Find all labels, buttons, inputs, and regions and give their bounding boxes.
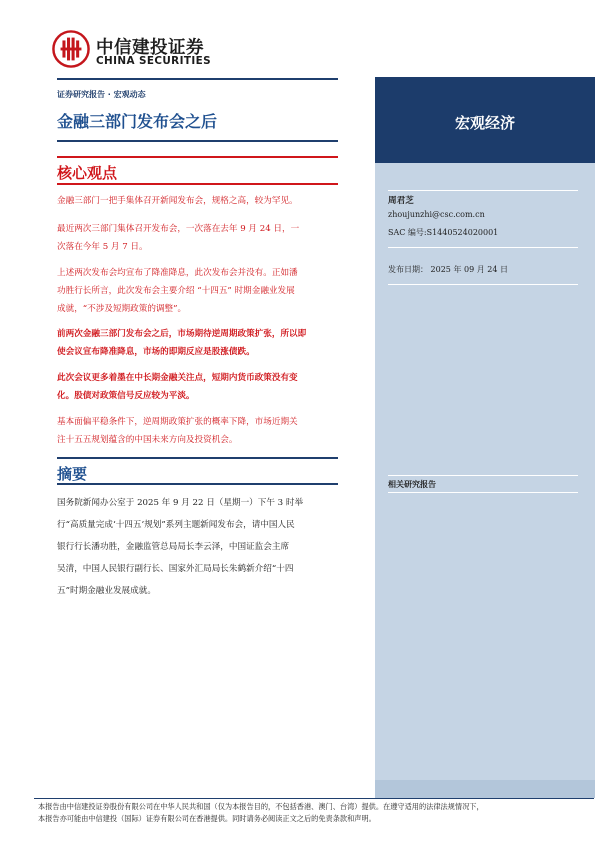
sidebar-panel-footer xyxy=(375,780,595,798)
core-view-heading: 核心观点 xyxy=(57,164,118,182)
core-point-3-line-1: 上述两次发布会均宣布了降准降息，此次发布会并没有。正如潘 xyxy=(57,268,298,278)
core-point-4-line-2: 使会议宣布降准降息，市场的即期反应是股涨债跌。 xyxy=(57,347,255,357)
core-point-3 xyxy=(57,264,338,318)
summary-line-1: 国务院新闻办公室于 2025 年 9 月 22 日（星期一）下午 3 时举 xyxy=(57,498,304,508)
header-divider xyxy=(57,78,338,80)
date-bottom-rule xyxy=(388,284,578,285)
core-point-1-line: 金融三部门一把手集体召开新闻发布会，规格之高，较为罕见。 xyxy=(57,196,298,206)
summary-paragraph xyxy=(57,492,337,602)
china-securities-logo-icon xyxy=(52,30,90,68)
footer-divider xyxy=(34,798,594,799)
related-top-rule xyxy=(388,475,578,476)
sector-label: 宏观经济 xyxy=(454,114,515,132)
core-point-6-line-1: 基本面偏平稳条件下，逆周期政策扩张的概率下降，市场近期关 xyxy=(57,417,298,427)
analyst-name: 周君芝 xyxy=(388,196,414,206)
core-heading-top-rule xyxy=(57,156,338,158)
company-logo-text: 中信建投证券 xyxy=(96,38,204,58)
core-point-3-line-3: 成就，“不涉及短期政策的调整”。 xyxy=(57,304,187,314)
core-point-4 xyxy=(57,325,338,361)
summary-heading-top-rule xyxy=(57,457,338,459)
core-point-1 xyxy=(57,192,338,210)
summary-line-3: 银行行长潘功胜，金融监管总局局长李云泽，中国证监会主席 xyxy=(57,542,290,552)
related-bottom-rule xyxy=(388,492,578,493)
core-point-2-line-1: 最近两次三部门集体召开发布会，一次落在去年 9 月 24 日，一 xyxy=(57,224,300,234)
core-point-6 xyxy=(57,413,338,449)
analyst-top-rule xyxy=(388,190,578,191)
report-title: 金融三部门发布会之后 xyxy=(57,112,218,131)
summary-line-4: 吴清，中国人民银行副行长、国家外汇局局长朱鹤新介绍“十四 xyxy=(57,564,294,574)
core-point-5 xyxy=(57,369,338,405)
core-point-6-line-2: 注十五五规划蕴含的中国未来方向及投资机会。 xyxy=(57,435,238,445)
summary-heading-bottom-rule xyxy=(57,483,338,485)
core-point-4-line-1: 前两次金融三部门发布会之后，市场期待逆周期政策扩张，所以即 xyxy=(57,329,307,339)
summary-heading: 摘要 xyxy=(57,465,88,483)
core-point-3-line-2: 功胜行长所言，此次发布会主要介绍 “十四五” 时期金融业发展 xyxy=(57,286,295,296)
summary-line-2: 行“高质量完成‘十四五’规划”系列主题新闻发布会，请中国人民 xyxy=(57,520,295,530)
related-reports-heading: 相关研究报告 xyxy=(388,479,436,489)
disclaimer-line-2: 本报告亦可能由中信建投（国际）证券有限公司在香港提供。同时请务必阅读正文之后的免责条款和声明。 xyxy=(38,814,376,823)
analyst-bottom-rule xyxy=(388,247,578,248)
disclaimer-line-1: 本报告由中信建投证券股份有限公司在中华人民共和国（仅为本报告目的，不包括香港、澳门、台湾）提供。在遵守适用的法律法规情况下， xyxy=(38,802,484,811)
core-point-2 xyxy=(57,220,338,256)
core-heading-bottom-rule xyxy=(57,183,338,185)
report-type-tag: 证券研究报告 · 宏观动态 xyxy=(57,90,146,99)
analyst-sac-number: SAC 编号:S1440524020001 xyxy=(388,228,499,237)
core-point-5-line-2: 化。股债对政策信号反应较为平淡。 xyxy=(57,391,195,401)
publish-date: 发布日期： 2025 年 09 月 24 日 xyxy=(388,265,508,274)
sidebar-panel xyxy=(375,163,595,780)
summary-line-5: 五”时期金融业发展成就。 xyxy=(57,586,156,596)
core-point-2-line-2: 次落在今年 5 月 7 日。 xyxy=(57,242,148,252)
company-logo-english: CHINA SECURITIES xyxy=(96,55,211,67)
core-point-5-line-1: 此次会议更多着墨在中长期金融关注点，短期内货币政策没有变 xyxy=(57,373,298,383)
title-divider xyxy=(57,140,338,142)
analyst-email[interactable]: zhoujunzhi@csc.com.cn xyxy=(388,210,485,219)
